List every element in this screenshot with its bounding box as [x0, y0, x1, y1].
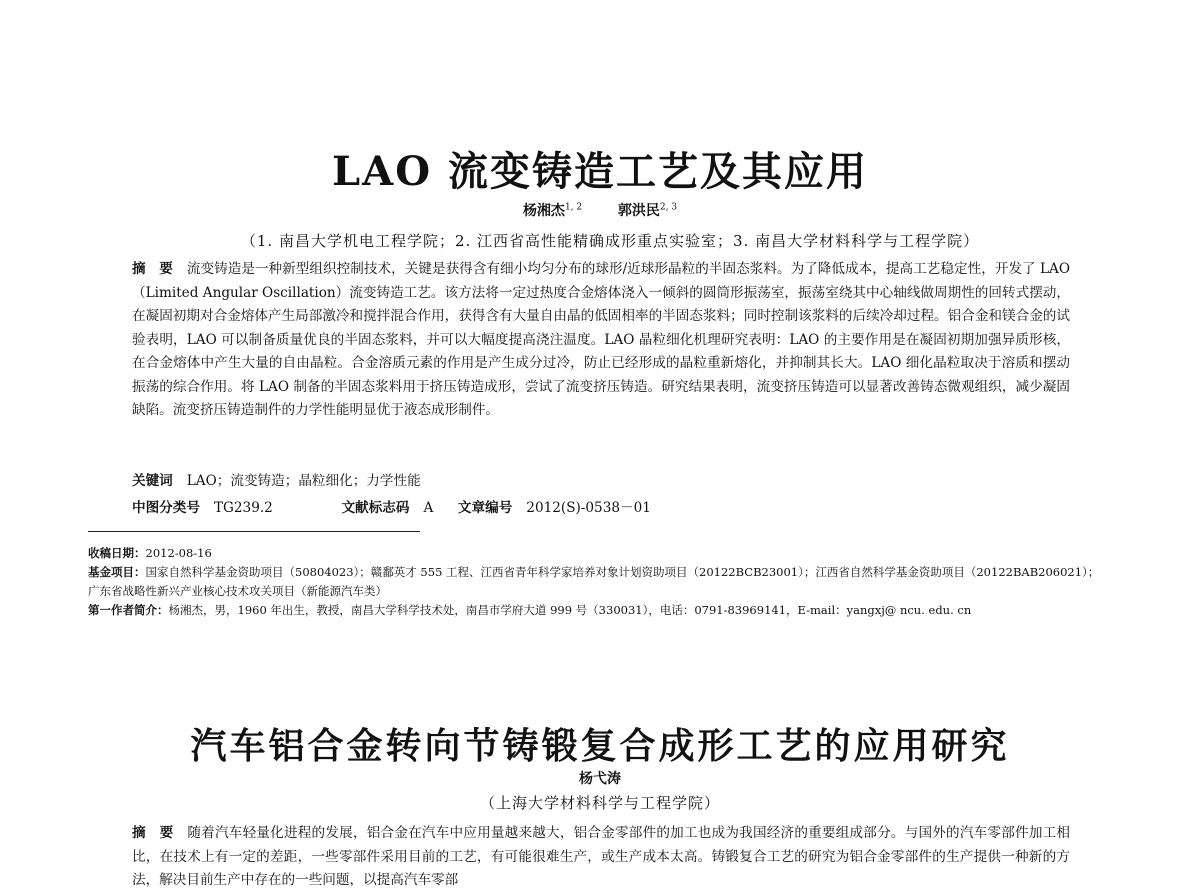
article1-classification — [132, 497, 1070, 519]
first-author-label: 第一作者简介： — [88, 603, 169, 617]
article2-abstract — [132, 822, 1070, 893]
article2-title: 汽车铝合金转向节铸锻复合成形工艺的应用研究 — [190, 726, 1010, 767]
article1-title: LAO 流变铸造工艺及其应用 — [332, 148, 868, 195]
article1-keywords — [132, 470, 1070, 492]
footnote-divider — [88, 531, 420, 532]
footnote — [88, 544, 1108, 620]
article1-author1-sup: 1, 2 — [564, 202, 583, 213]
received-value: 2012-08-16 — [145, 546, 212, 560]
footnote-first-author — [88, 601, 1108, 620]
footnote-received — [88, 544, 1108, 563]
article2-abstract-label: 摘 要 — [132, 825, 174, 841]
article2-author: 杨弋涛 — [579, 771, 621, 787]
clc-label: 中图分类号 — [132, 500, 200, 516]
article1-affiliation: （1. 南昌大学机电工程学院；2. 江西省高性能精确成形重点实验室；3. 南昌大学材料科学与工程学院） — [240, 232, 980, 250]
keywords-label: 关键词 — [132, 473, 173, 489]
article-no-label: 文章编号 — [457, 500, 513, 516]
fund-value: 国家自然科学基金资助项目（50804023）；赣鄱英才 555 工程、江西省青年科学家培养对象计划资助项目（20122BCB23001）；江西省自然科学基金资助项目（20122BAB206021）；广东省战略性新兴产业核心技术攻关项目（新能源汽车类） — [88, 565, 1100, 598]
doc-code-value: A — [423, 500, 434, 516]
fund-label: 基金项目： — [88, 565, 146, 579]
doc-code-label: 文献标志码 — [341, 500, 410, 516]
first-author-value: 杨湘杰，男，1960 年出生，教授，南昌大学科学技术处，南昌市学府大道 999 号（330031），电话：0791-83969141，E-mail：yangxj@ ncu. edu. cn — [168, 603, 972, 617]
clc-value: TG239.2 — [213, 500, 273, 516]
article1-author2-sup: 2, 3 — [659, 202, 678, 213]
article2-affiliation: （上海大学材料科学与工程学院） — [479, 794, 720, 812]
article1-author1: 杨湘杰 — [522, 203, 565, 219]
article-no-value: 2012(S)-0538－01 — [526, 500, 651, 516]
article1-abstract — [132, 258, 1070, 423]
keywords-text: LAO；流变铸造；晶粒细化；力学性能 — [186, 473, 421, 489]
footnote-fund — [88, 563, 1108, 601]
article1-abstract-text: 流变铸造是一种新型组织控制技术，关键是获得含有细小均匀分布的球形/近球形晶粒的半固态浆料。为了降低成本，提高工艺稳定性，开发了 LAO（Limited Angular Oscillation）流变铸造工艺。该方法将一定过热度合金熔体浇入一倾斜的圆筒形振荡室，振荡室绕其中心轴线做周期性的回转式摆动，在凝固初期对合金熔体产生局部激冷和搅拌混合作用，获得含有大量自由晶的低固相率的半固态浆料；同时控制该浆料的后续冷却过程。铝合金和镁合金的试验表明，LAO 可以制备质量优良的半固态浆料，并可以大幅度提高浇注温度。LAO 晶粒细化机理研究表明：LAO 的主要作用是在凝固初期加强异质形核，在合金熔体中产生大量的自由晶粒。合金溶质元素的作用是产生成分过冷，防止已经形成的晶粒重新熔化，并抑制其长大。LAO 细化晶粒取决于溶质和摆动振荡的综合作用。将 LAO 制备的半固态浆料用于挤压铸造成形，尝试了流变挤压铸造。研究结果表明，流变挤压铸造可以显著改善铸态微观组织，减少凝固缺陷。流变挤压铸造制件的力学性能明显优于液态成形制件。 — [132, 261, 1071, 418]
article1-authors — [0, 200, 1200, 220]
article1-author2: 郭洪民 — [617, 203, 660, 219]
received-label: 收稿日期： — [88, 546, 146, 560]
article2-abstract-text: 随着汽车轻量化进程的发展，铝合金在汽车中应用量越来越大，铝合金零部件的加工也成为我国经济的重要组成部分。与国外的汽车零部件加工相比，在技术上有一定的差距，一些零部件采用目前的工艺，有可能很难生产，或生产成本太高。铸锻复合工艺的研究为铝合金零部件的生产提供一种新的方法，解决目前生产中存在的一些问题，以提高汽车零部 — [132, 825, 1071, 888]
article1-abstract-label: 摘 要 — [132, 261, 173, 277]
